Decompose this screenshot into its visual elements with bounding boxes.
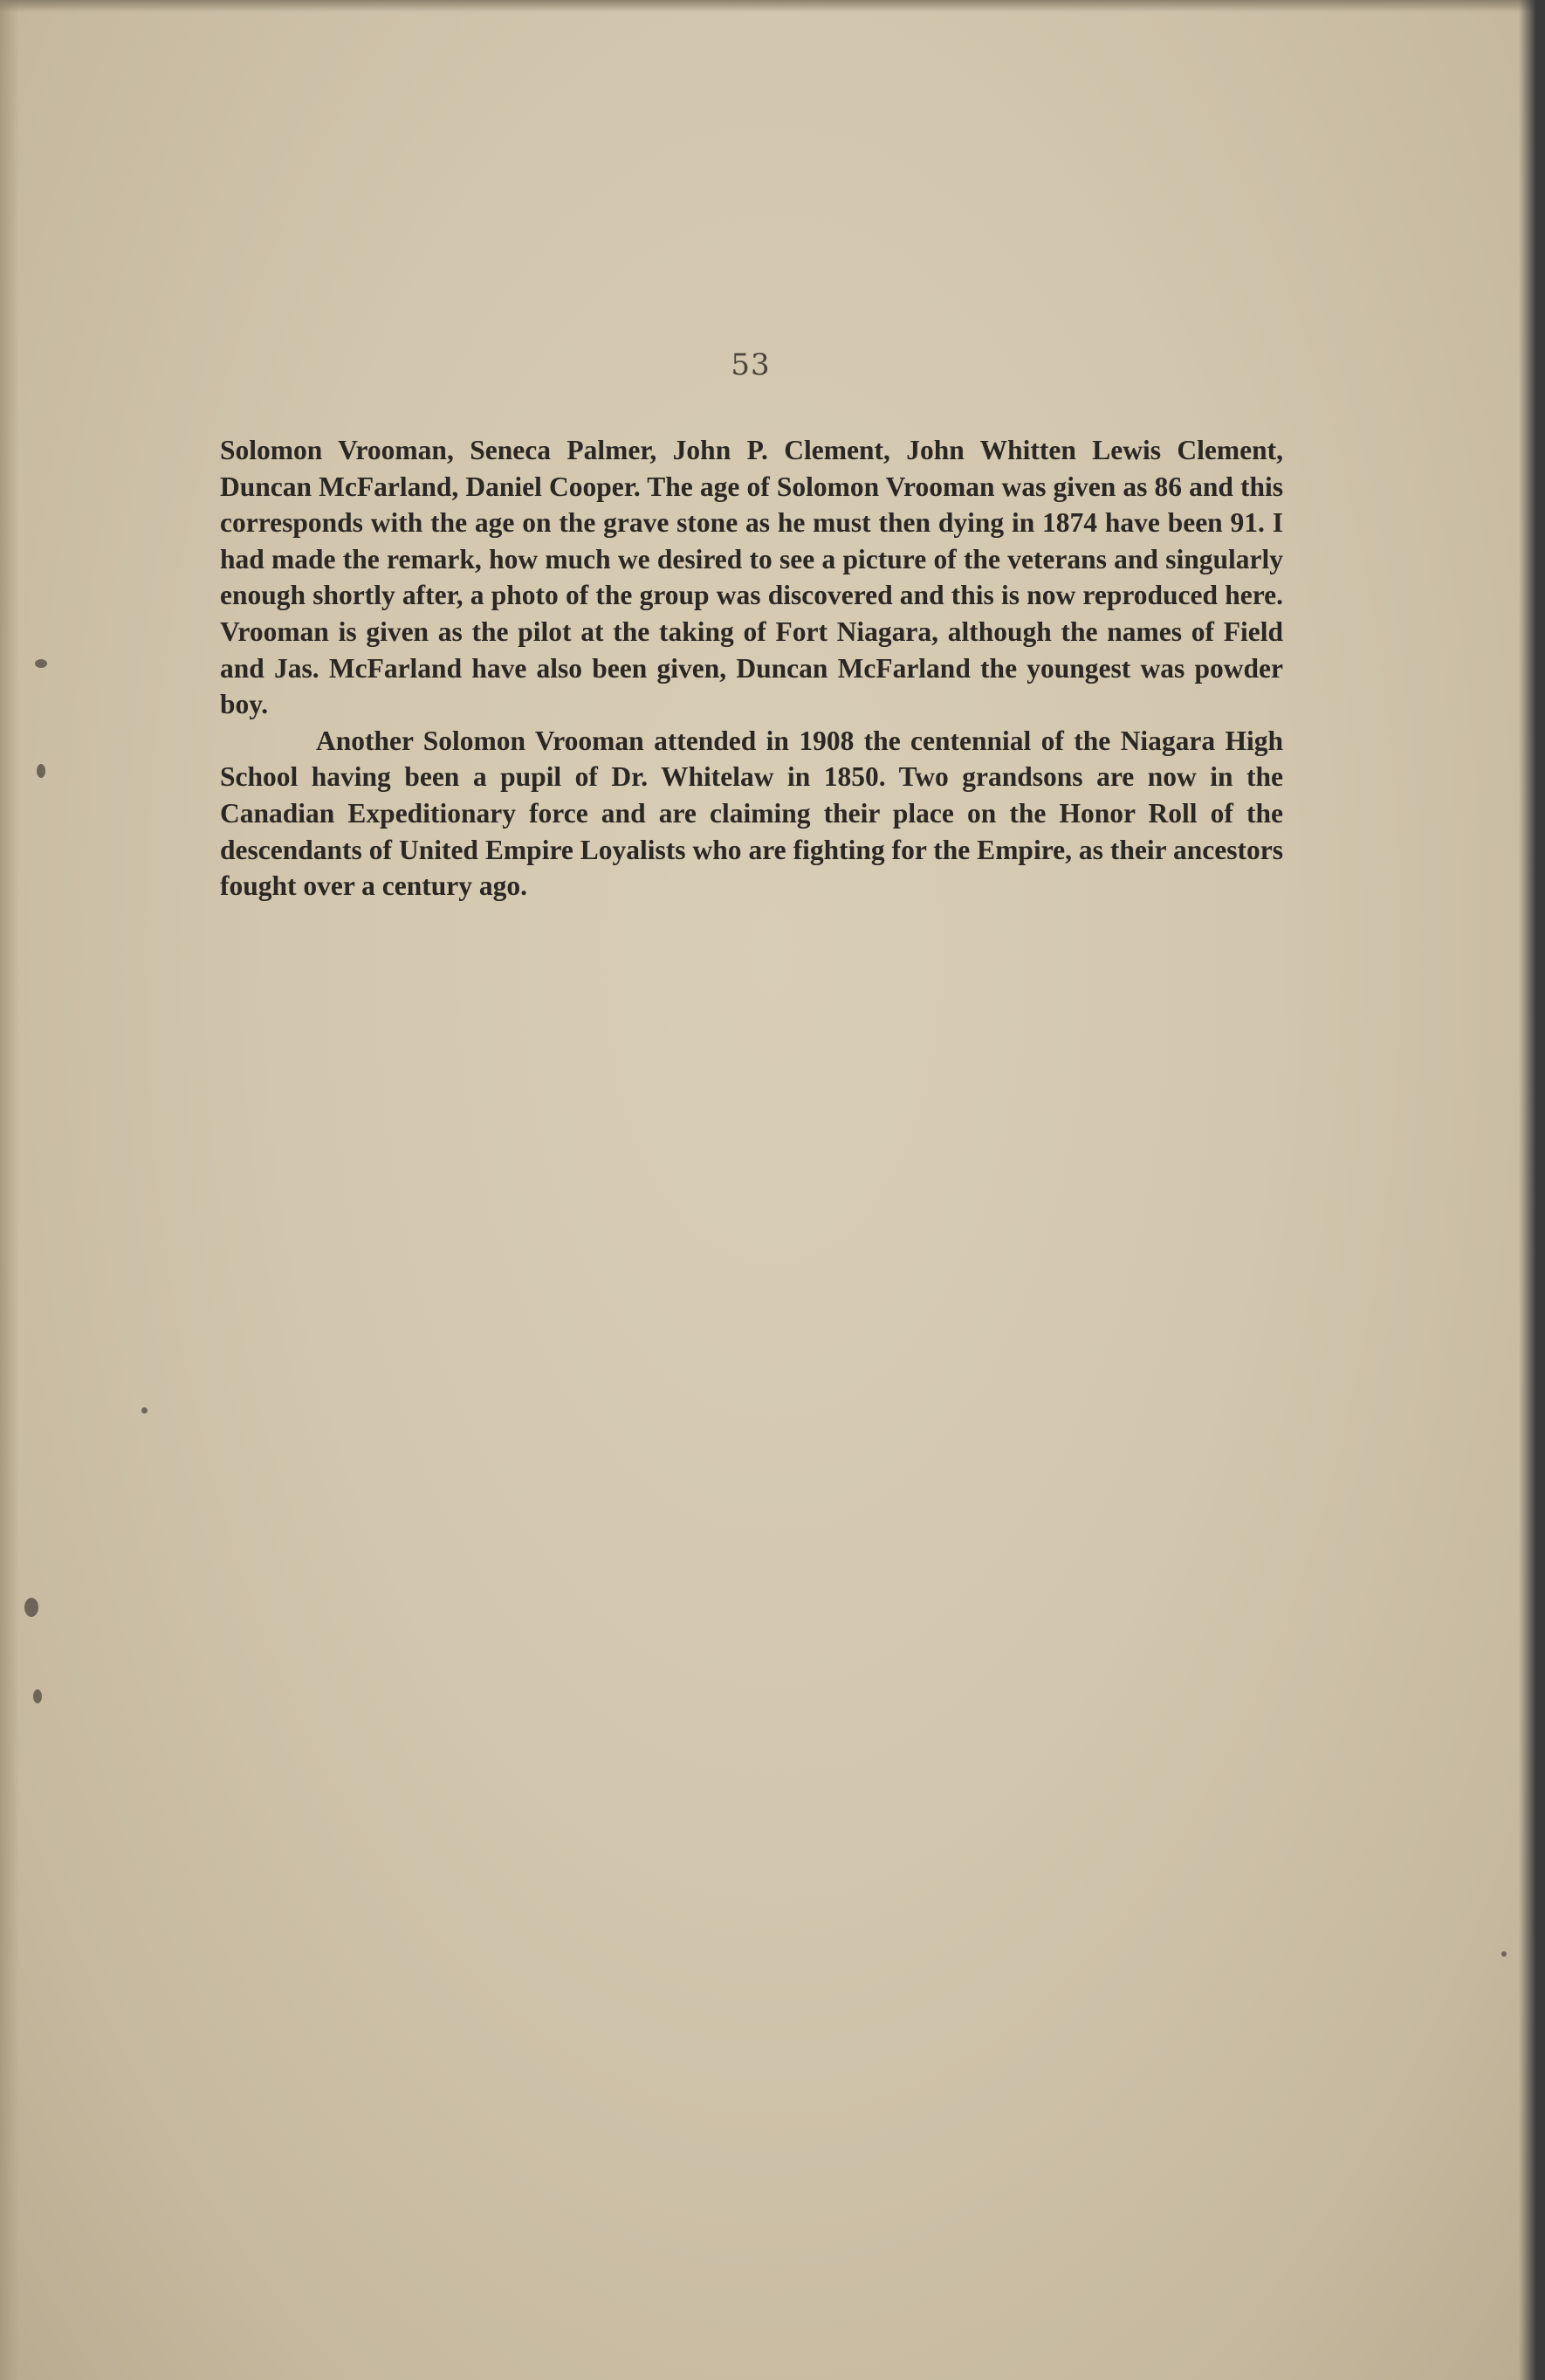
scan-mark [33,1689,42,1703]
scan-mark [35,659,47,668]
page-top-edge [0,0,1545,12]
body-text [220,432,1283,905]
paragraph-1: Solomon Vrooman, Seneca Palmer, John P. Clement, John Whitten Lewis Clement, Duncan McFarland, Daniel Cooper. The age of Solomon Vrooman was given as 86 and this corresponds with the age on the grave stone as he must then dying in 1874 have been 91. I had made the remark, how much we desired to see a picture of the veterans and singularly enough shortly after, a photo of the group was discovered and this is now reproduced here. Vrooman is given as the pilot at the taking of Fort Niagara, although the names of Field and Jas. McFarland have also been given, Duncan McFarland the youngest was powder boy. [220,435,1283,720]
scan-mark [24,1598,38,1617]
scan-mark [1501,1951,1507,1957]
paragraph-2: Another Solomon Vrooman attended in 1908 the centennial of the Niagara High School having been a pupil of Dr. Whitelaw in 1850. Two grandsons are now in the Canadian Expeditionary force and are claiming their place on the Honor Roll of the descendants of United Empire Loyalists who are fighting for the Empire, as their ancestors fought over a century ago. [220,725,1283,902]
scan-mark [141,1407,148,1414]
scan-mark [37,764,45,778]
page-number: 53 [731,347,771,382]
